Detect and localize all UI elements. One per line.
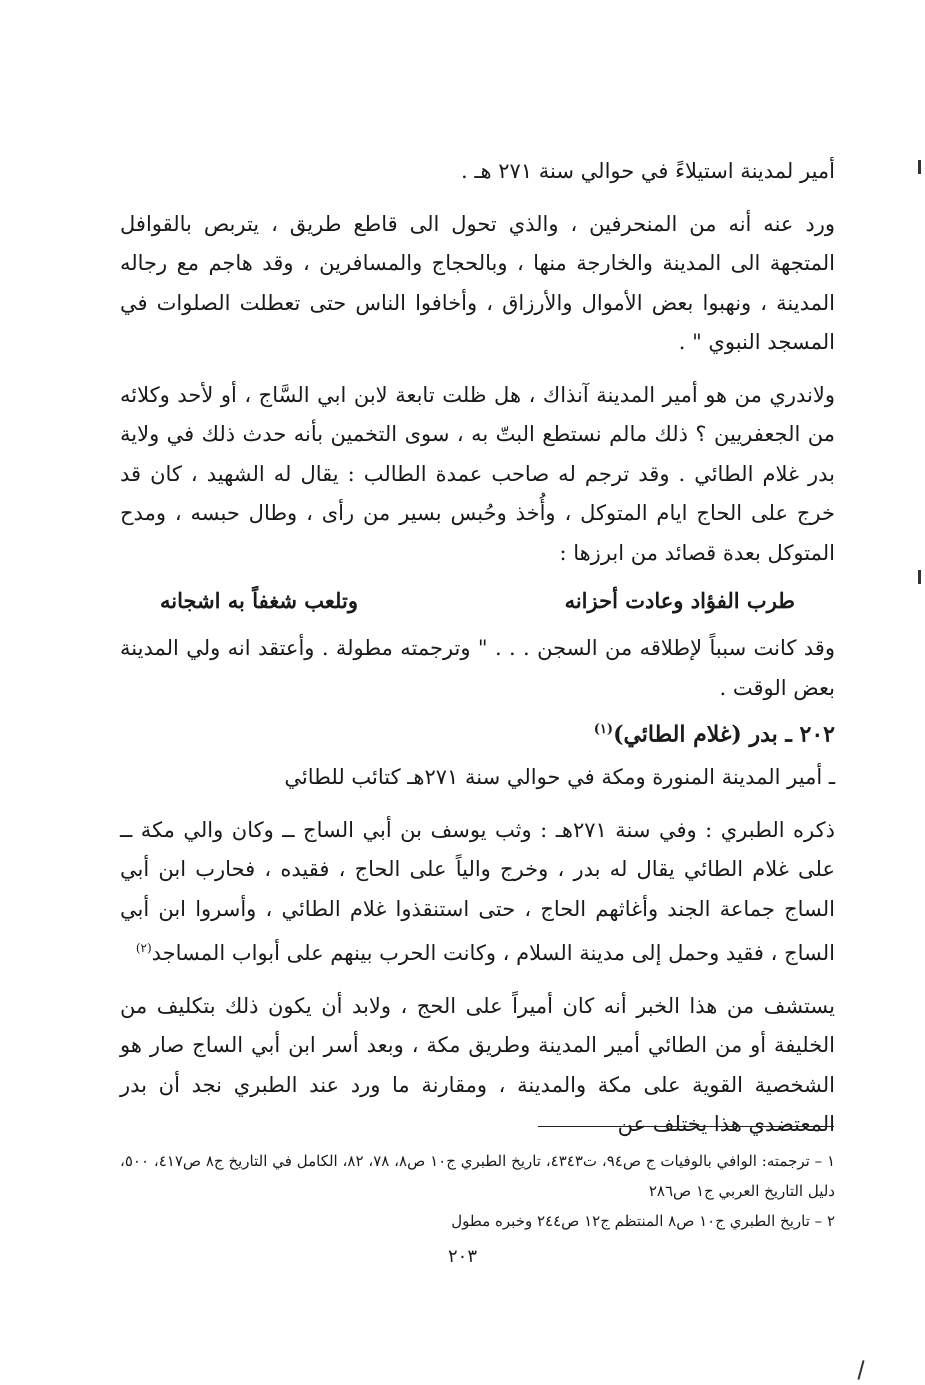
paragraph: وقد كانت سبباً لإطلاقه من السجن . . . " وترجمته مطولة . وأعتقد انه ولي المدينة بعض الوقت . — [120, 636, 835, 700]
scan-edge-mark — [918, 160, 921, 174]
verse-first-hemistich: طرب الفؤاد وعادت أحزانه — [564, 588, 795, 613]
footnote: ١ – ترجمته: الوافي بالوفيات ج ص٩٤، ت٤٣٤٣، تاريخ الطبري ج١٠ ص٨، ٧٨، ٨٢، الكامل في التاريخ ج٨ ص٤١٧، ٥٠٠، دليل التاريخ العربي ج١ ص٢٨٦ — [120, 1152, 836, 1200]
paragraph: أمير لمدينة استيلاءً في حوالي سنة ٢٧١ هـ . — [461, 159, 835, 183]
paragraph — [120, 811, 835, 974]
footnote: ٢ – تاريخ الطبري ج١٠ ص٨ المنتظم ج١٢ ص٢٤٤ وخبره مطول — [451, 1212, 835, 1230]
footnote-ref: (٢) — [135, 941, 152, 956]
paragraph: ولاندري من هو أمير المدينة آنذاك ، هل ظلت تابعة لابن ابي السَّاج ، أو لأحد وكلائه من الجعفريين ؟ ذلك مالم نستطع البتّ به ، سوى التخمين بأنه حدث ذلك في ولاية بدر غلام الطائي . وقد ترجم له صاحب عمدة الطالب : يقال له الشهيد ، كان قد خرج على الحاج ايام المتوكل ، وأُخذ وحُبس بسير من رأى ، وطال حبسه ، ومدح المتوكل بعدة قصائد من ابرزها : — [120, 382, 835, 565]
paragraph-text: ذكره الطبري : وفي سنة ٢٧١هـ : وثب يوسف بن أبي الساج ــ وكان والي مكة ــ على غلام الطائي يقال له بدر ، وخرج والياً على الحاج ، فقيده ، فحارب ابن أبي الساج جماعة الجند وأغاثهم الحاج ، حتى استنقذوا غلام الطائي ، وأسروا ابن أبي الساج ، فقيد وحمل إلى مدينة السلام ، وكانت الحرب بينهم على أبواب المساجد — [120, 817, 835, 966]
entry-summary: ـ أمير المدينة المنورة ومكة في حوالي سنة ٢٧١هـ كتائب للطائي — [284, 765, 835, 790]
footnote-divider — [538, 1126, 834, 1127]
scan-edge-mark — [918, 570, 921, 584]
verse-second-hemistich: وتلعب شغفاً به اشجانه — [160, 588, 358, 613]
page-number: ٢٠٣ — [447, 1246, 477, 1267]
footnotes — [120, 1146, 835, 1236]
entry-heading — [120, 710, 835, 754]
main-text — [120, 152, 835, 1145]
entry-title: ٢٠٢ ـ بدر (غلام الطائي) — [613, 721, 835, 748]
paragraph: يستشف من هذا الخبر أنه كان أميراً على الحج ، ولابد أن يكون ذلك بتكليف من الخليفة أو من الطائي أمير المدينة وطريق مكة ، وبعد أسر ابن أبي الساج صار هو الشخصية القوية على مكة والمدينة ، ومقارنة ما ورد عند الطبري نجد أن بدر المعتضدي هذا يختلف عن — [120, 993, 835, 1137]
scan-edge-mark — [857, 1360, 864, 1380]
paragraph: ورد عنه أنه من المنحرفين ، والذي تحول الى قاطع طريق ، يتربص بالقوافل المتجهة الى المدينة والخارجة منها ، وبالحجاج والمسافرين ، وقد هاجم مع رجاله المدينة ، ونهبوا بعض الأموال والأرزاق ، وأخافوا الناس حتى تعطلت الصلوات في المسجد النبوي " . — [120, 211, 835, 354]
poetry-verse — [160, 581, 795, 621]
footnote-ref: (١) — [593, 722, 614, 737]
